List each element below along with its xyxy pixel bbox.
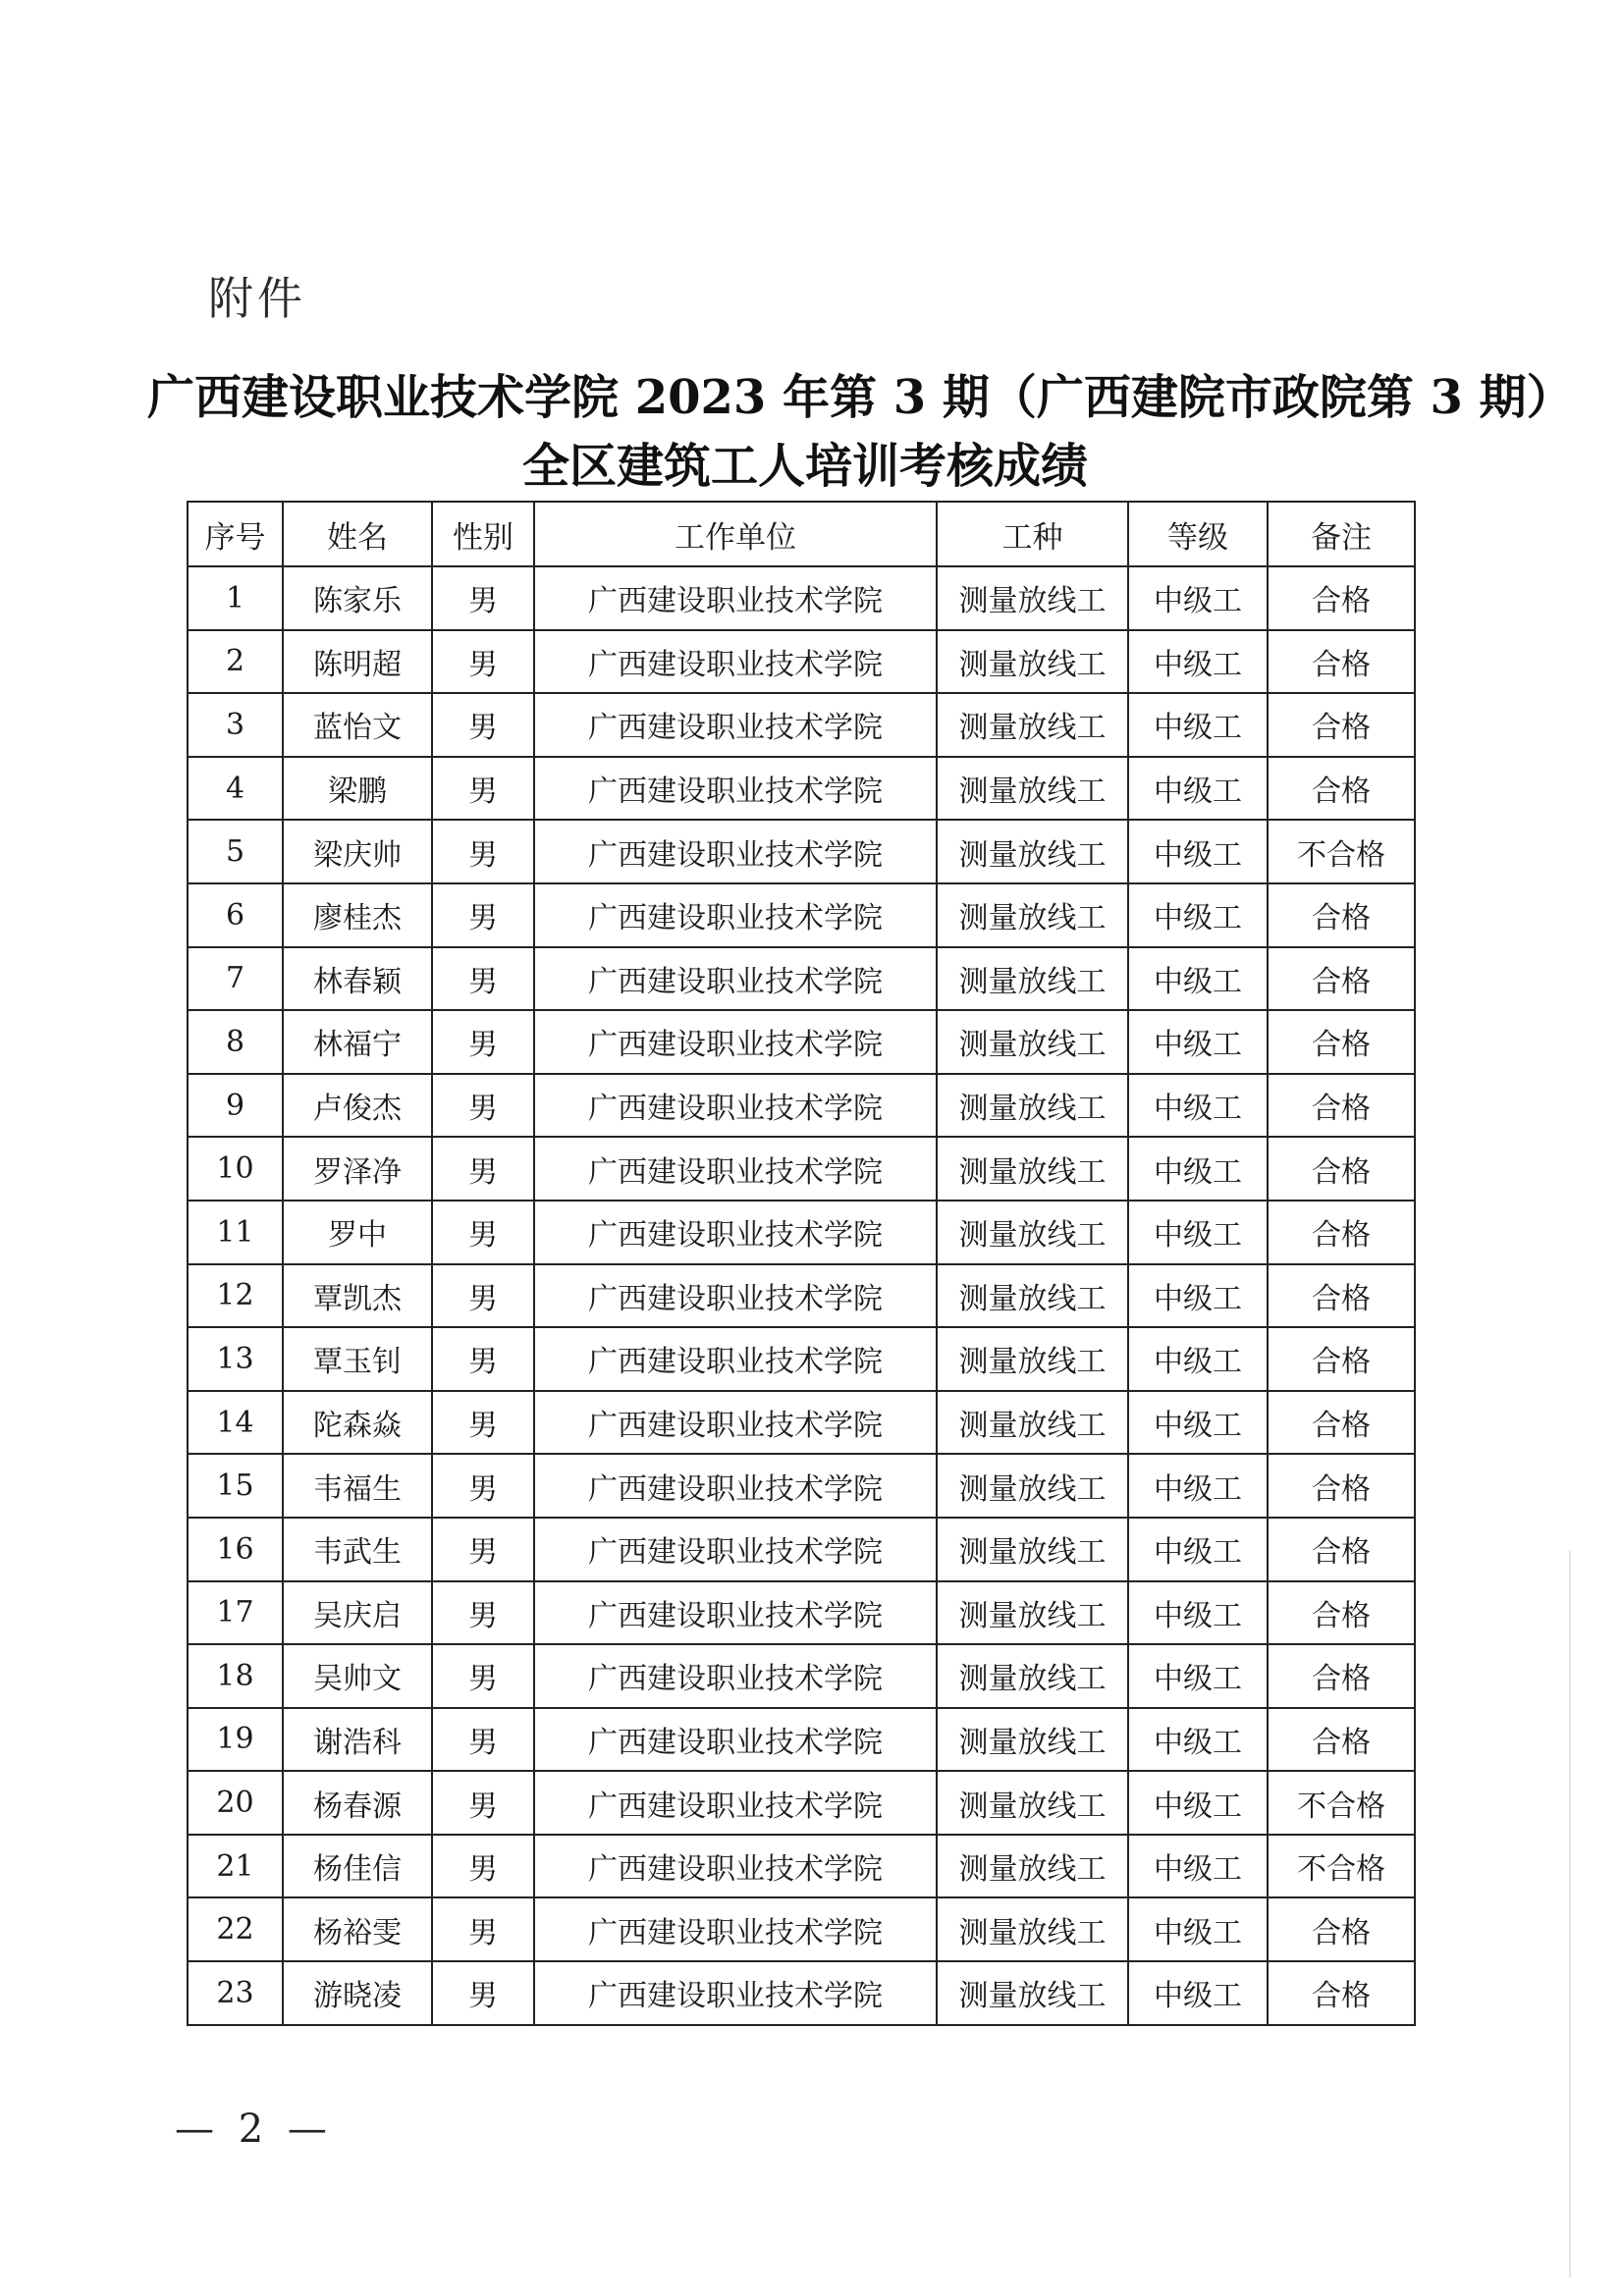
- cell-name: 陈家乐: [283, 566, 432, 630]
- cell-seq: 18: [188, 1644, 283, 1708]
- table-row: [188, 1771, 1415, 1835]
- cell-work-unit: 广西建设职业技术学院: [534, 1835, 937, 1898]
- cell-seq: 22: [188, 1897, 283, 1961]
- results-table-container: [187, 501, 1414, 2026]
- cell-trade: 测量放线工: [937, 947, 1128, 1011]
- cell-level: 中级工: [1128, 1644, 1268, 1708]
- cell-work-unit: 广西建设职业技术学院: [534, 1961, 937, 2025]
- cell-name: 游晓凌: [283, 1961, 432, 2025]
- cell-name: 罗中: [283, 1201, 432, 1264]
- table-row: [188, 883, 1415, 947]
- header-level: 等级: [1128, 502, 1268, 566]
- cell-name: 韦福生: [283, 1454, 432, 1518]
- cell-gender: 男: [432, 1771, 534, 1835]
- table-row: [188, 1644, 1415, 1708]
- cell-level: 中级工: [1128, 947, 1268, 1011]
- cell-seq: 4: [188, 757, 283, 821]
- cell-remark: 合格: [1268, 883, 1415, 947]
- cell-work-unit: 广西建设职业技术学院: [534, 1454, 937, 1518]
- cell-seq: 10: [188, 1137, 283, 1201]
- cell-remark: 合格: [1268, 1264, 1415, 1328]
- cell-level: 中级工: [1128, 566, 1268, 630]
- cell-work-unit: 广西建设职业技术学院: [534, 1644, 937, 1708]
- table-body: [188, 566, 1415, 2025]
- cell-remark: 合格: [1268, 1961, 1415, 2025]
- cell-work-unit: 广西建设职业技术学院: [534, 1201, 937, 1264]
- cell-seq: 2: [188, 630, 283, 694]
- table-row: [188, 1454, 1415, 1518]
- cell-remark: 合格: [1268, 1454, 1415, 1518]
- cell-gender: 男: [432, 1264, 534, 1328]
- cell-level: 中级工: [1128, 693, 1268, 757]
- cell-seq: 1: [188, 566, 283, 630]
- cell-gender: 男: [432, 1391, 534, 1455]
- table-row: [188, 1581, 1415, 1645]
- cell-work-unit: 广西建设职业技术学院: [534, 1581, 937, 1645]
- cell-name: 林福宁: [283, 1010, 432, 1074]
- cell-remark: 合格: [1268, 1897, 1415, 1961]
- cell-remark: 不合格: [1268, 820, 1415, 883]
- cell-gender: 男: [432, 820, 534, 883]
- cell-trade: 测量放线工: [937, 1644, 1128, 1708]
- cell-trade: 测量放线工: [937, 1961, 1128, 2025]
- cell-gender: 男: [432, 1074, 534, 1138]
- cell-gender: 男: [432, 1581, 534, 1645]
- cell-level: 中级工: [1128, 1010, 1268, 1074]
- table-row: [188, 630, 1415, 694]
- cell-seq: 23: [188, 1961, 283, 2025]
- cell-gender: 男: [432, 947, 534, 1011]
- cell-trade: 测量放线工: [937, 1264, 1128, 1328]
- cell-remark: 合格: [1268, 1708, 1415, 1772]
- cell-name: 蓝怡文: [283, 693, 432, 757]
- cell-name: 陀森焱: [283, 1391, 432, 1455]
- table-row: [188, 1327, 1415, 1391]
- cell-name: 覃玉钊: [283, 1327, 432, 1391]
- cell-remark: 合格: [1268, 566, 1415, 630]
- cell-remark: 合格: [1268, 947, 1415, 1011]
- cell-trade: 测量放线工: [937, 1137, 1128, 1201]
- cell-gender: 男: [432, 1201, 534, 1264]
- cell-remark: 合格: [1268, 1644, 1415, 1708]
- cell-level: 中级工: [1128, 1897, 1268, 1961]
- cell-level: 中级工: [1128, 630, 1268, 694]
- cell-remark: 合格: [1268, 630, 1415, 694]
- cell-work-unit: 广西建设职业技术学院: [534, 1518, 937, 1581]
- cell-remark: 合格: [1268, 1518, 1415, 1581]
- cell-name: 林春颖: [283, 947, 432, 1011]
- cell-name: 覃凯杰: [283, 1264, 432, 1328]
- table-row: [188, 566, 1415, 630]
- table-row: [188, 1391, 1415, 1455]
- table-row: [188, 1835, 1415, 1898]
- cell-work-unit: 广西建设职业技术学院: [534, 1327, 937, 1391]
- cell-work-unit: 广西建设职业技术学院: [534, 693, 937, 757]
- cell-gender: 男: [432, 757, 534, 821]
- cell-gender: 男: [432, 883, 534, 947]
- cell-remark: 合格: [1268, 1201, 1415, 1264]
- cell-name: 罗泽净: [283, 1137, 432, 1201]
- cell-gender: 男: [432, 1897, 534, 1961]
- table-row: [188, 1264, 1415, 1328]
- cell-work-unit: 广西建设职业技术学院: [534, 1771, 937, 1835]
- cell-level: 中级工: [1128, 1391, 1268, 1455]
- cell-level: 中级工: [1128, 1264, 1268, 1328]
- cell-name: 吴庆启: [283, 1581, 432, 1645]
- cell-seq: 5: [188, 820, 283, 883]
- cell-name: 卢俊杰: [283, 1074, 432, 1138]
- table-row: [188, 1201, 1415, 1264]
- table-row: [188, 1897, 1415, 1961]
- cell-seq: 13: [188, 1327, 283, 1391]
- cell-seq: 3: [188, 693, 283, 757]
- cell-seq: 17: [188, 1581, 283, 1645]
- table-row: [188, 947, 1415, 1011]
- document-title-line-2: 全区建筑工人培训考核成绩: [521, 439, 1088, 494]
- cell-trade: 测量放线工: [937, 1074, 1128, 1138]
- table-row: [188, 1074, 1415, 1138]
- cell-name: 韦武生: [283, 1518, 432, 1581]
- cell-level: 中级工: [1128, 1327, 1268, 1391]
- cell-trade: 测量放线工: [937, 1581, 1128, 1645]
- table-row: [188, 1010, 1415, 1074]
- cell-gender: 男: [432, 1010, 534, 1074]
- table-row: [188, 1961, 1415, 2025]
- cell-remark: 合格: [1268, 693, 1415, 757]
- table-row: [188, 757, 1415, 821]
- cell-trade: 测量放线工: [937, 693, 1128, 757]
- cell-trade: 测量放线工: [937, 1454, 1128, 1518]
- cell-gender: 男: [432, 566, 534, 630]
- cell-gender: 男: [432, 1708, 534, 1772]
- cell-work-unit: 广西建设职业技术学院: [534, 1264, 937, 1328]
- cell-level: 中级工: [1128, 1137, 1268, 1201]
- cell-work-unit: 广西建设职业技术学院: [534, 1897, 937, 1961]
- cell-work-unit: 广西建设职业技术学院: [534, 1074, 937, 1138]
- cell-gender: 男: [432, 1137, 534, 1201]
- cell-seq: 12: [188, 1264, 283, 1328]
- cell-gender: 男: [432, 1327, 534, 1391]
- cell-remark: 不合格: [1268, 1835, 1415, 1898]
- cell-trade: 测量放线工: [937, 1391, 1128, 1455]
- cell-trade: 测量放线工: [937, 1201, 1128, 1264]
- cell-trade: 测量放线工: [937, 1708, 1128, 1772]
- cell-seq: 14: [188, 1391, 283, 1455]
- cell-seq: 9: [188, 1074, 283, 1138]
- cell-remark: 不合格: [1268, 1771, 1415, 1835]
- cell-name: 陈明超: [283, 630, 432, 694]
- cell-seq: 19: [188, 1708, 283, 1772]
- cell-gender: 男: [432, 630, 534, 694]
- cell-level: 中级工: [1128, 1835, 1268, 1898]
- table-row: [188, 1518, 1415, 1581]
- cell-work-unit: 广西建设职业技术学院: [534, 1010, 937, 1074]
- cell-seq: 21: [188, 1835, 283, 1898]
- table-header-row: [188, 502, 1415, 566]
- cell-remark: 合格: [1268, 1327, 1415, 1391]
- cell-name: 吴帅文: [283, 1644, 432, 1708]
- cell-level: 中级工: [1128, 820, 1268, 883]
- cell-level: 中级工: [1128, 1074, 1268, 1138]
- cell-work-unit: 广西建设职业技术学院: [534, 883, 937, 947]
- table-row: [188, 693, 1415, 757]
- table-row: [188, 1137, 1415, 1201]
- cell-seq: 11: [188, 1201, 283, 1264]
- cell-trade: 测量放线工: [937, 1897, 1128, 1961]
- cell-name: 廖桂杰: [283, 883, 432, 947]
- cell-trade: 测量放线工: [937, 883, 1128, 947]
- cell-work-unit: 广西建设职业技术学院: [534, 630, 937, 694]
- cell-work-unit: 广西建设职业技术学院: [534, 947, 937, 1011]
- cell-gender: 男: [432, 1454, 534, 1518]
- header-work-unit: 工作单位: [534, 502, 937, 566]
- scan-edge-shadow: [1569, 1551, 1571, 2277]
- cell-name: 杨春源: [283, 1771, 432, 1835]
- cell-work-unit: 广西建设职业技术学院: [534, 1391, 937, 1455]
- cell-remark: 合格: [1268, 1010, 1415, 1074]
- cell-gender: 男: [432, 1961, 534, 2025]
- document-title-line-1: 广西建设职业技术学院 2023 年第 3 期（广西建院市政院第 3 期）: [147, 370, 1574, 425]
- cell-level: 中级工: [1128, 1708, 1268, 1772]
- cell-seq: 15: [188, 1454, 283, 1518]
- table-row: [188, 820, 1415, 883]
- cell-level: 中级工: [1128, 757, 1268, 821]
- cell-seq: 20: [188, 1771, 283, 1835]
- cell-level: 中级工: [1128, 1201, 1268, 1264]
- table-row: [188, 1708, 1415, 1772]
- cell-name: 杨佳信: [283, 1835, 432, 1898]
- cell-level: 中级工: [1128, 1961, 1268, 2025]
- cell-gender: 男: [432, 1518, 534, 1581]
- cell-seq: 7: [188, 947, 283, 1011]
- cell-remark: 合格: [1268, 1391, 1415, 1455]
- cell-trade: 测量放线工: [937, 1327, 1128, 1391]
- header-trade: 工种: [937, 502, 1128, 566]
- cell-gender: 男: [432, 1835, 534, 1898]
- cell-gender: 男: [432, 1644, 534, 1708]
- cell-gender: 男: [432, 693, 534, 757]
- header-gender: 性别: [432, 502, 534, 566]
- header-remark: 备注: [1268, 502, 1415, 566]
- cell-level: 中级工: [1128, 1581, 1268, 1645]
- cell-remark: 合格: [1268, 757, 1415, 821]
- cell-work-unit: 广西建设职业技术学院: [534, 1708, 937, 1772]
- attachment-label: 附件: [208, 272, 306, 325]
- cell-trade: 测量放线工: [937, 757, 1128, 821]
- cell-trade: 测量放线工: [937, 1518, 1128, 1581]
- cell-level: 中级工: [1128, 883, 1268, 947]
- cell-name: 杨裕雯: [283, 1897, 432, 1961]
- cell-remark: 合格: [1268, 1074, 1415, 1138]
- cell-seq: 6: [188, 883, 283, 947]
- cell-name: 谢浩科: [283, 1708, 432, 1772]
- cell-work-unit: 广西建设职业技术学院: [534, 1137, 937, 1201]
- cell-name: 梁庆帅: [283, 820, 432, 883]
- cell-name: 梁鹏: [283, 757, 432, 821]
- cell-work-unit: 广西建设职业技术学院: [534, 757, 937, 821]
- cell-trade: 测量放线工: [937, 1835, 1128, 1898]
- cell-trade: 测量放线工: [937, 630, 1128, 694]
- cell-trade: 测量放线工: [937, 1010, 1128, 1074]
- cell-seq: 8: [188, 1010, 283, 1074]
- cell-work-unit: 广西建设职业技术学院: [534, 566, 937, 630]
- cell-remark: 合格: [1268, 1137, 1415, 1201]
- page-number: — 2 —: [175, 2107, 333, 2152]
- cell-trade: 测量放线工: [937, 566, 1128, 630]
- cell-seq: 16: [188, 1518, 283, 1581]
- cell-work-unit: 广西建设职业技术学院: [534, 820, 937, 883]
- cell-level: 中级工: [1128, 1454, 1268, 1518]
- header-seq: 序号: [188, 502, 283, 566]
- cell-trade: 测量放线工: [937, 1771, 1128, 1835]
- cell-trade: 测量放线工: [937, 820, 1128, 883]
- results-table: [187, 501, 1416, 2026]
- cell-level: 中级工: [1128, 1518, 1268, 1581]
- cell-level: 中级工: [1128, 1771, 1268, 1835]
- cell-remark: 合格: [1268, 1581, 1415, 1645]
- header-name: 姓名: [283, 502, 432, 566]
